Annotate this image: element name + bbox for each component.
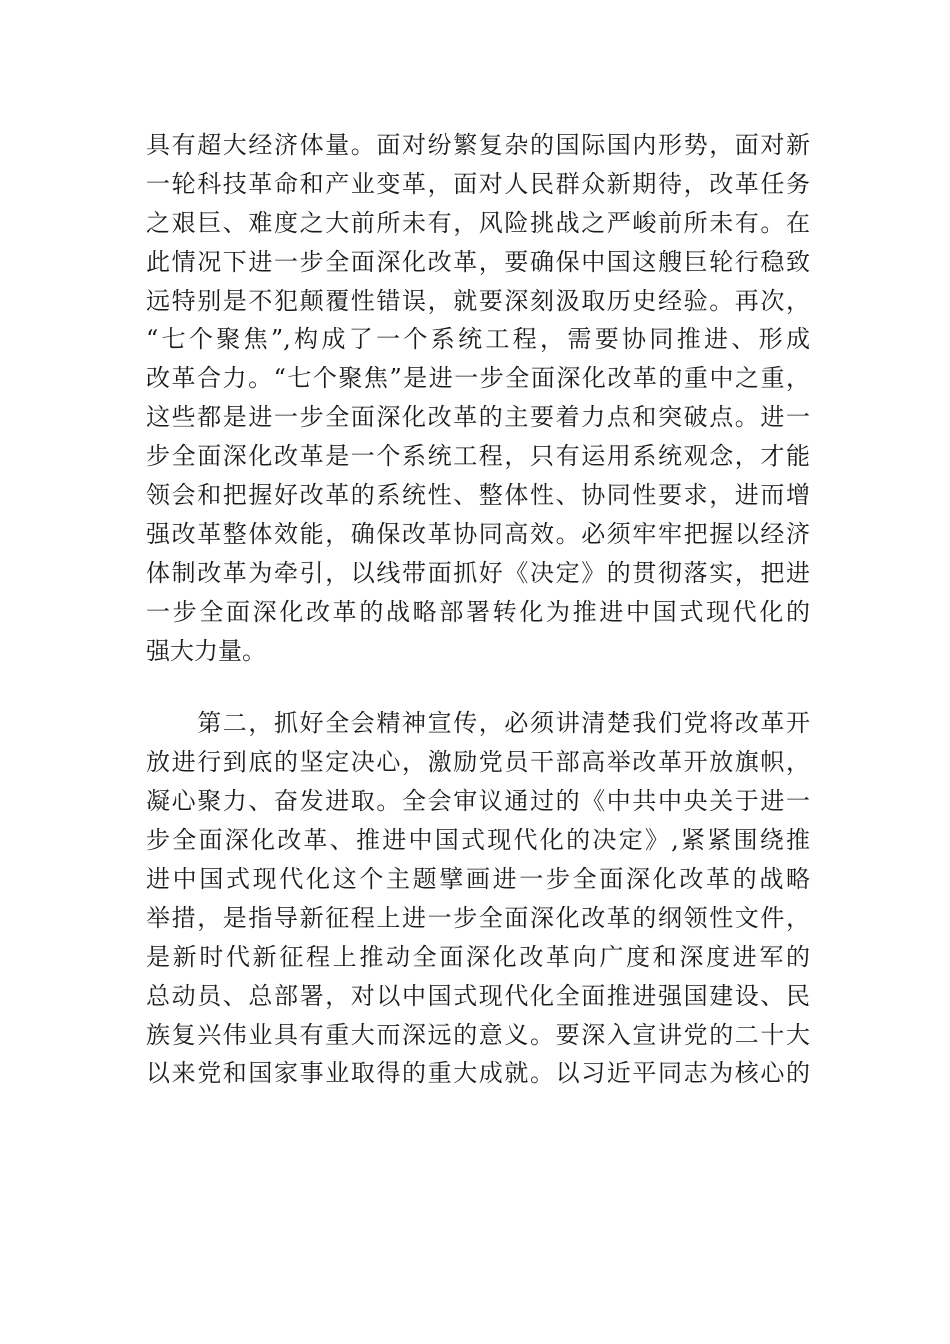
text-line: “七个聚焦”,构成了一个系统工程，需要协同推进、形成 <box>146 325 810 354</box>
text-line: 领会和把握好改革的系统性、整体性、协同性要求，进而增 <box>146 481 810 510</box>
text-line: 总动员、总部署，对以中国式现代化全面推进强国建设、民 <box>146 981 810 1010</box>
text-line: 改革合力。“七个聚焦”是进一步全面深化改革的重中之重， <box>146 364 810 393</box>
text-line: 一轮科技革命和产业变革，面对人民群众新期待，改革任务 <box>146 169 810 198</box>
text-line: 体制改革为牵引，以线带面抓好《决定》的贯彻落实，把进 <box>146 558 810 587</box>
text-line: 具有超大经济体量。面对纷繁复杂的国际国内形势，面对新 <box>146 131 810 159</box>
text-line: 举措，是指导新征程上进一步全面深化改革的纲领性文件， <box>146 903 810 932</box>
paragraph-2 <box>146 704 810 1093</box>
text-line: 远特别是不犯颠覆性错误，就要深刻汲取历史经验。再次， <box>146 286 810 315</box>
text-line: 步全面深化改革、推进中国式现代化的决定》,紧紧围绕推 <box>146 826 810 855</box>
text-line: 进中国式现代化这个主题擘画进一步全面深化改革的战略 <box>146 865 810 894</box>
text-line: 凝心聚力、奋发进取。全会审议通过的《中共中央关于进一 <box>146 787 810 816</box>
text-line: 步全面深化改革是一个系统工程，只有运用系统观念，才能 <box>146 442 810 471</box>
text-line: 这些都是进一步全面深化改革的主要着力点和突破点。进一 <box>146 403 810 432</box>
text-line: 一步全面深化改革的战略部署转化为推进中国式现代化的 <box>146 597 810 626</box>
body-text <box>146 126 810 1093</box>
text-line: 族复兴伟业具有重大而深远的意义。要深入宣讲党的二十大 <box>146 1020 810 1049</box>
text-line: 此情况下进一步全面深化改革，要确保中国这艘巨轮行稳致 <box>146 247 810 276</box>
text-line: 强大力量。 <box>146 636 266 665</box>
text-line: 以来党和国家事业取得的重大成就。以习近平同志为核心的 <box>146 1059 810 1088</box>
text-line: 放进行到底的坚定决心，激励党员干部高举改革开放旗帜， <box>146 748 810 777</box>
text-line: 强改革整体效能，确保改革协同高效。必须牢牢把握以经济 <box>146 519 810 548</box>
text-line: 第二，抓好全会精神宣传，必须讲清楚我们党将改革开 <box>146 709 810 738</box>
text-line: 之艰巨、难度之大前所未有，风险挑战之严峻前所未有。在 <box>146 208 810 237</box>
paragraph-spacer <box>146 670 810 704</box>
text-line: 是新时代新征程上推动全面深化改革向广度和深度进军的 <box>146 942 810 971</box>
paragraph-1 <box>146 126 810 670</box>
